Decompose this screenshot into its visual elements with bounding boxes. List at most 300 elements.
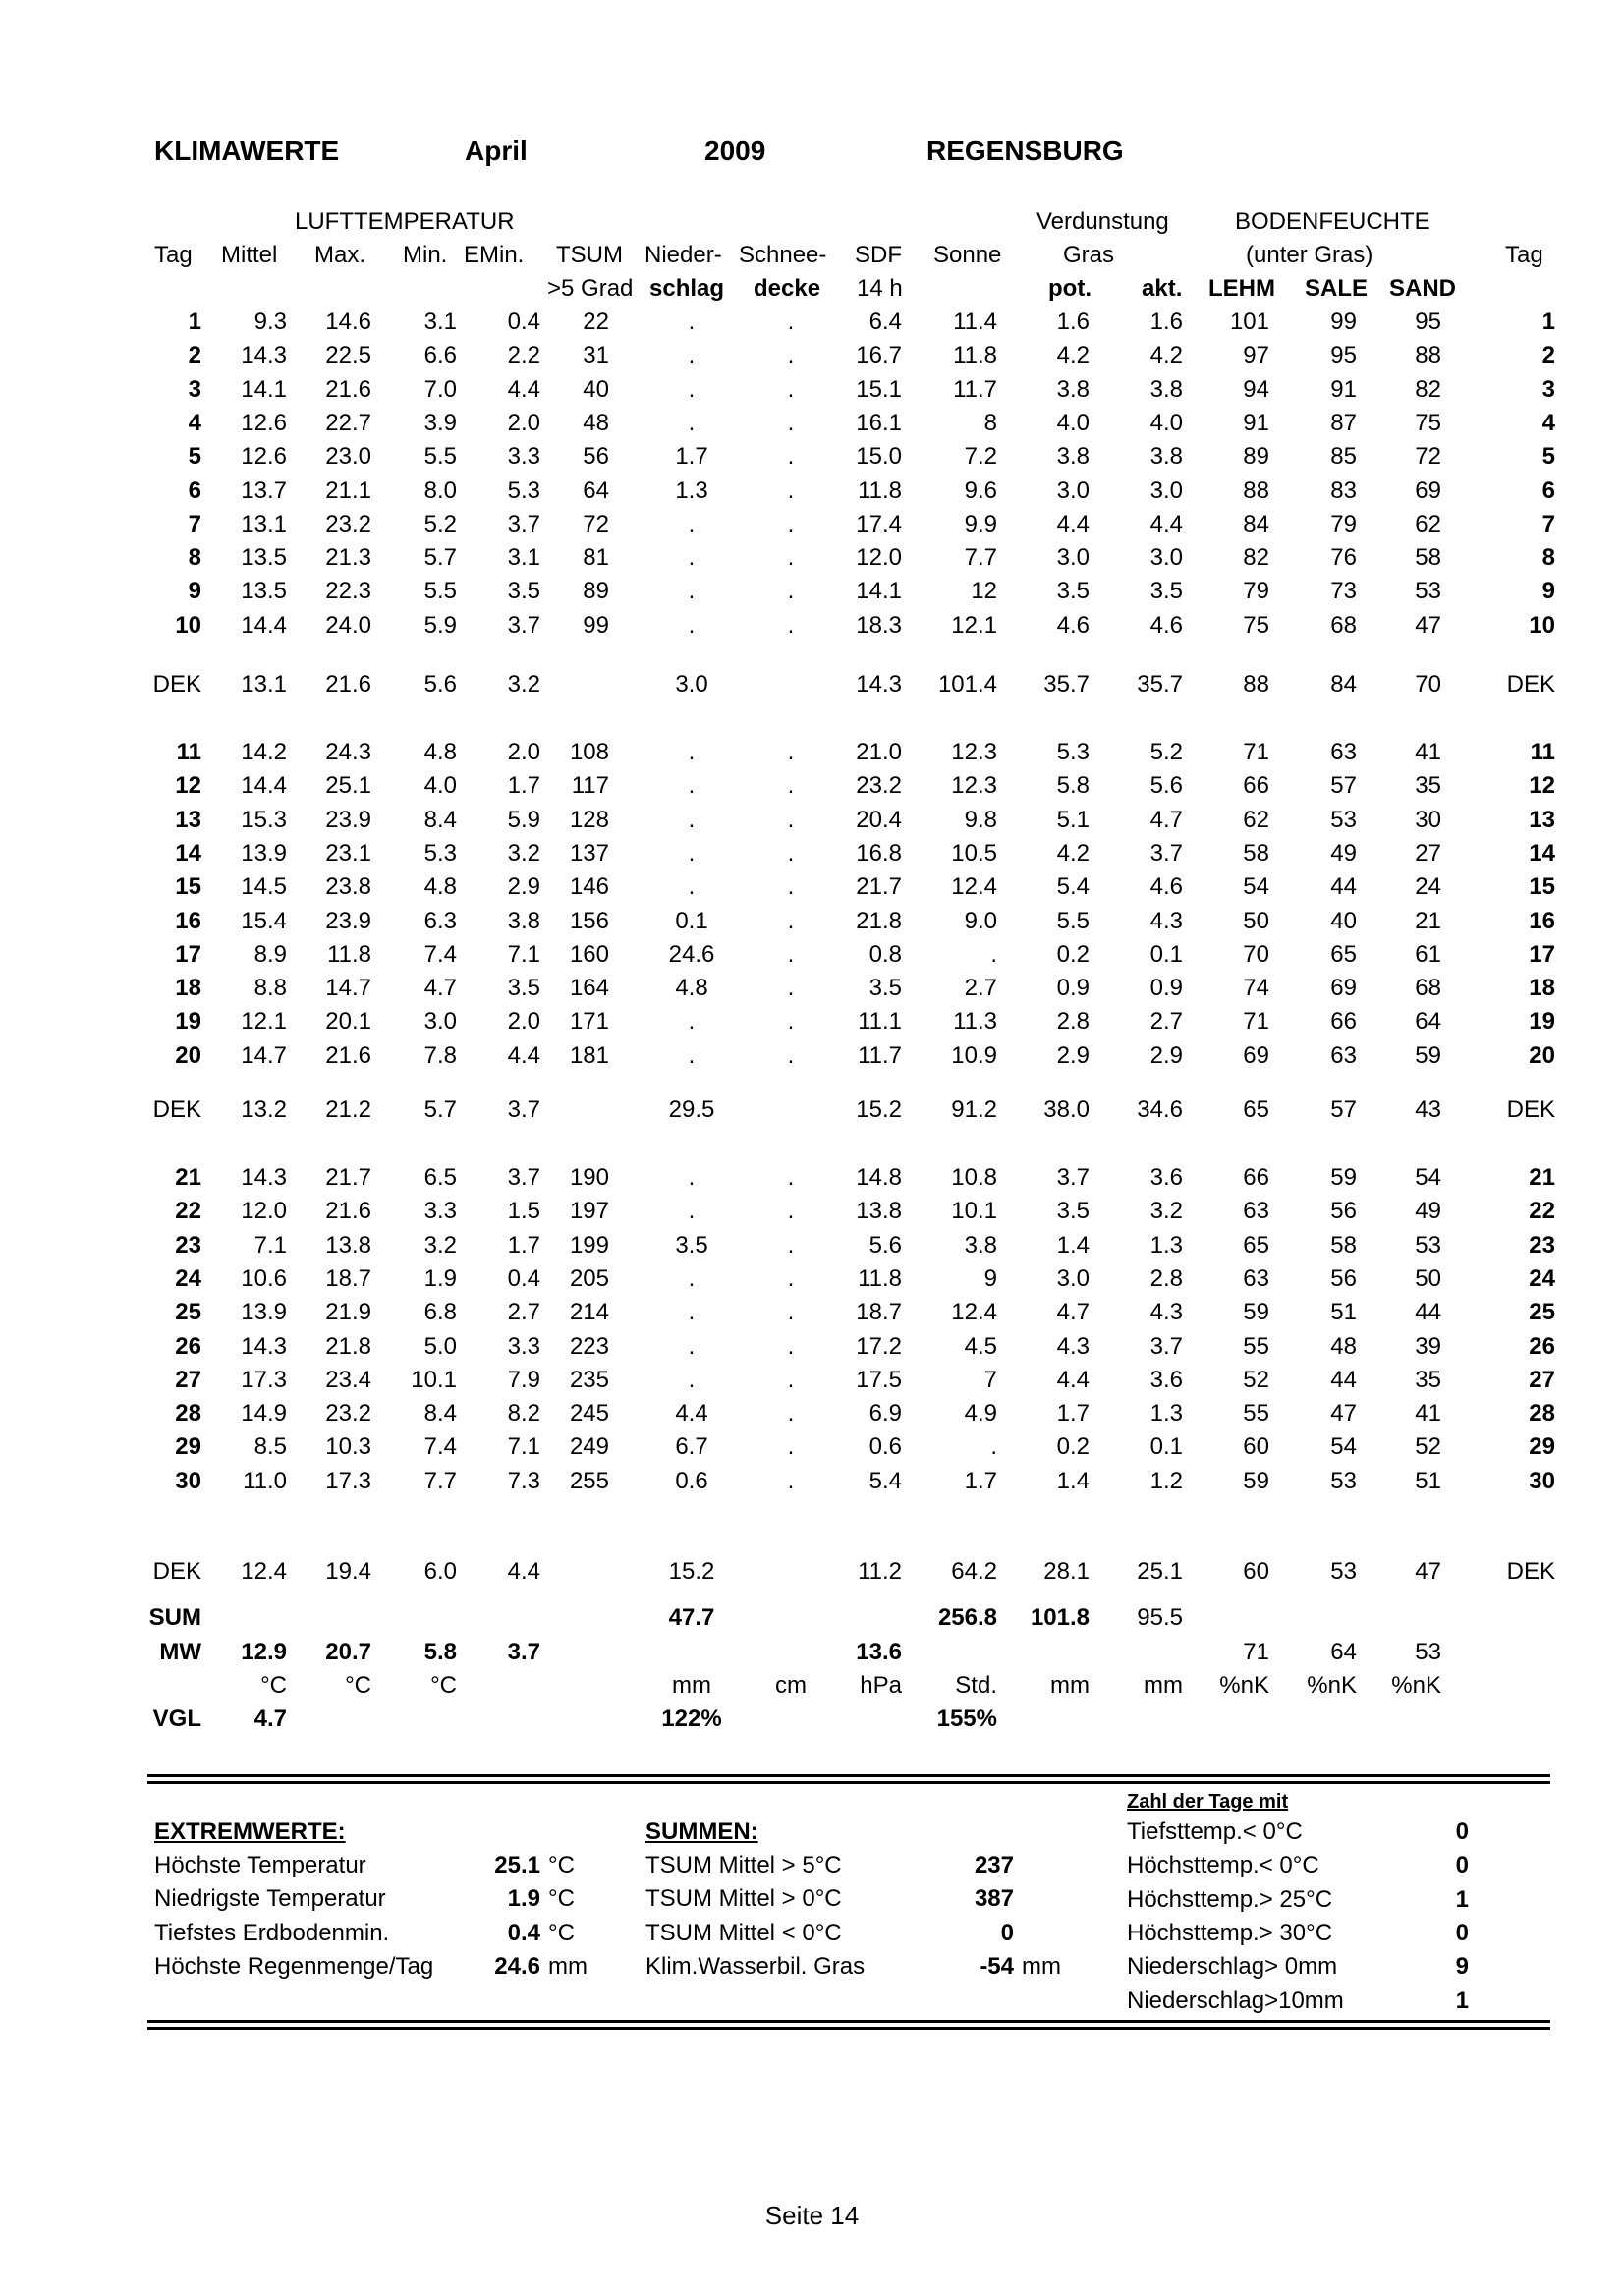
day-row-pot: 4.6 bbox=[1056, 611, 1090, 639]
day-row-emin: 3.3 bbox=[507, 1332, 540, 1360]
day-row-mittel: 7.1 bbox=[253, 1231, 287, 1259]
day-row-sand: 41 bbox=[1415, 1400, 1441, 1428]
summary-units-max: °C bbox=[345, 1672, 371, 1699]
day-row-mittel: 8.9 bbox=[253, 940, 287, 968]
day-row-sale: 63 bbox=[1330, 1041, 1357, 1069]
day-row-tag-right: 15 bbox=[1529, 873, 1555, 901]
day-row-pot: 5.1 bbox=[1056, 806, 1090, 833]
day-row-tag-right: 2 bbox=[1541, 342, 1555, 369]
day-row-nieder: . bbox=[688, 409, 696, 436]
summen-label: Klim.Wasserbil. Gras bbox=[645, 1952, 866, 1980]
day-row-sale: 57 bbox=[1330, 772, 1357, 800]
day-row-schnee: . bbox=[787, 1041, 795, 1069]
day-row-sale: 68 bbox=[1330, 611, 1357, 639]
day-row-lehm: 71 bbox=[1243, 1008, 1269, 1036]
day-row-tag-right: 17 bbox=[1529, 940, 1555, 968]
header-tag-right: Tag bbox=[1505, 242, 1543, 268]
day-row-pot: 3.5 bbox=[1056, 578, 1090, 605]
day-row-min: 7.4 bbox=[423, 940, 457, 968]
day-row-schnee: . bbox=[787, 443, 795, 471]
day-row-nieder: 4.8 bbox=[675, 975, 708, 1002]
day-row-sdf: 0.8 bbox=[868, 940, 902, 968]
day-row-min: 7.7 bbox=[423, 1467, 457, 1494]
extremwerte-unit: °C bbox=[548, 1852, 575, 1878]
extremwerte-value: 0.4 bbox=[507, 1919, 540, 1946]
day-row-lehm: 94 bbox=[1243, 375, 1269, 403]
day-row-pot: 3.0 bbox=[1056, 1264, 1090, 1292]
summary-units-akt: mm bbox=[1144, 1672, 1183, 1699]
day-row-tag: 28 bbox=[175, 1400, 201, 1428]
header-sdf-unit: 14 h bbox=[857, 275, 903, 302]
day-row-sonne: 12 bbox=[971, 578, 997, 605]
dek-row-lehm: 65 bbox=[1243, 1096, 1269, 1123]
day-row-sale: 40 bbox=[1330, 907, 1357, 934]
summary-mw-mittel: 12.9 bbox=[241, 1639, 287, 1665]
dek-row-sdf: 14.3 bbox=[856, 671, 902, 698]
day-row-max: 14.7 bbox=[325, 975, 371, 1002]
day-row-schnee: . bbox=[787, 1264, 795, 1292]
day-row-max: 22.5 bbox=[325, 342, 371, 369]
header-schnee: Schnee- bbox=[739, 242, 827, 268]
day-row-sale: 99 bbox=[1330, 308, 1357, 335]
day-row-sonne: 11.4 bbox=[953, 308, 997, 335]
header-lufttemperatur: LUFTTEMPERATUR bbox=[295, 208, 515, 235]
summary-vgl-mittel: 4.7 bbox=[253, 1706, 287, 1732]
day-row-tag-right: 25 bbox=[1529, 1299, 1555, 1326]
day-row-schnee: . bbox=[787, 907, 795, 934]
day-row-emin: 2.2 bbox=[507, 342, 540, 369]
day-row-sand: 24 bbox=[1415, 873, 1441, 901]
day-row-tsum: 205 bbox=[569, 1264, 609, 1292]
day-row-schnee: . bbox=[787, 544, 795, 572]
day-row-sdf: 5.4 bbox=[868, 1467, 902, 1494]
day-row-mittel: 14.7 bbox=[241, 1041, 287, 1069]
summary-mw-sdf: 13.6 bbox=[856, 1639, 902, 1665]
day-row-schnee: . bbox=[787, 375, 795, 403]
header-max: Max. bbox=[314, 242, 366, 268]
extremwerte-unit: mm bbox=[548, 1952, 588, 1980]
day-row-mittel: 8.8 bbox=[253, 975, 287, 1002]
dek-row-lehm: 88 bbox=[1243, 671, 1269, 698]
day-row-tsum: 72 bbox=[583, 510, 609, 537]
day-row-min: 5.3 bbox=[423, 839, 457, 867]
day-row-tsum: 108 bbox=[569, 739, 609, 765]
dek-row-tag-right: DEK bbox=[1506, 1096, 1555, 1123]
day-row-mittel: 14.4 bbox=[241, 611, 287, 639]
tage-value: 1 bbox=[1455, 1885, 1469, 1913]
day-row-nieder: . bbox=[688, 1008, 696, 1036]
day-row-emin: 7.1 bbox=[507, 1433, 540, 1461]
day-row-sonne: 11.7 bbox=[953, 375, 997, 403]
day-row-max: 23.4 bbox=[325, 1366, 371, 1393]
day-row-akt: 3.2 bbox=[1149, 1198, 1183, 1225]
day-row-min: 3.1 bbox=[423, 308, 457, 335]
day-row-pot: 0.2 bbox=[1056, 1433, 1090, 1461]
header-nieder: Nieder- bbox=[644, 242, 722, 268]
day-row-sale: 59 bbox=[1330, 1164, 1357, 1191]
day-row-tsum: 160 bbox=[569, 940, 609, 968]
day-row-min: 5.2 bbox=[423, 510, 457, 537]
dek-row-min: 5.7 bbox=[423, 1096, 457, 1123]
dek-row-sdf: 11.2 bbox=[858, 1558, 902, 1585]
day-row-mittel: 15.3 bbox=[241, 806, 287, 833]
dek-row-tag-right: DEK bbox=[1506, 1558, 1555, 1585]
day-row-min: 5.5 bbox=[423, 578, 457, 605]
day-row-lehm: 89 bbox=[1243, 443, 1269, 471]
day-row-lehm: 58 bbox=[1243, 839, 1269, 867]
dek-row-max: 21.2 bbox=[325, 1096, 371, 1123]
day-row-sdf: 17.4 bbox=[856, 510, 902, 537]
day-row-schnee: . bbox=[787, 1198, 795, 1225]
dek-row-sand: 43 bbox=[1415, 1096, 1441, 1123]
summary-sum-pot: 101.8 bbox=[1030, 1604, 1090, 1631]
dek-row-emin: 3.2 bbox=[507, 671, 540, 698]
day-row-tsum: 171 bbox=[569, 1008, 609, 1036]
summary-vgl-nieder: 122% bbox=[661, 1706, 722, 1732]
day-row-tag: 7 bbox=[188, 510, 201, 537]
day-row-max: 21.9 bbox=[325, 1299, 371, 1326]
day-row-sand: 51 bbox=[1415, 1467, 1441, 1494]
day-row-sdf: 21.8 bbox=[856, 907, 902, 934]
day-row-sand: 53 bbox=[1415, 1231, 1441, 1259]
day-row-akt: 2.9 bbox=[1149, 1041, 1183, 1069]
day-row-nieder: . bbox=[688, 873, 696, 901]
day-row-sdf: 11.8 bbox=[858, 476, 902, 504]
day-row-mittel: 13.7 bbox=[241, 476, 287, 504]
day-row-nieder: . bbox=[688, 1366, 696, 1393]
day-row-mittel: 13.1 bbox=[241, 510, 287, 537]
day-row-tsum: 214 bbox=[569, 1299, 609, 1326]
day-row-nieder: 0.6 bbox=[675, 1467, 708, 1494]
day-row-tsum: 197 bbox=[569, 1198, 609, 1225]
day-row-min: 7.0 bbox=[423, 375, 457, 403]
day-row-max: 22.3 bbox=[325, 578, 371, 605]
day-row-sonne: 4.5 bbox=[964, 1332, 997, 1360]
dek-row-nieder: 15.2 bbox=[668, 1558, 715, 1585]
day-row-nieder: . bbox=[688, 772, 696, 800]
day-row-sale: 69 bbox=[1330, 975, 1357, 1002]
day-row-akt: 0.1 bbox=[1149, 1433, 1183, 1461]
day-row-tsum: 235 bbox=[569, 1366, 609, 1393]
day-row-sale: 54 bbox=[1330, 1433, 1357, 1461]
day-row-tag: 4 bbox=[188, 409, 201, 436]
day-row-sdf: 21.0 bbox=[856, 739, 902, 765]
day-row-tsum: 137 bbox=[569, 839, 609, 867]
day-row-lehm: 74 bbox=[1243, 975, 1269, 1002]
day-row-max: 23.9 bbox=[325, 907, 371, 934]
day-row-emin: 4.4 bbox=[507, 375, 540, 403]
day-row-emin: 0.4 bbox=[507, 1264, 540, 1292]
day-row-akt: 3.0 bbox=[1149, 476, 1183, 504]
day-row-emin: 7.3 bbox=[507, 1467, 540, 1494]
day-row-sand: 82 bbox=[1415, 375, 1441, 403]
summary-mw-lehm: 71 bbox=[1243, 1639, 1269, 1665]
day-row-tag-right: 24 bbox=[1529, 1264, 1555, 1292]
tage-heading: Zahl der Tage mit bbox=[1127, 1791, 1289, 1813]
day-row-tsum: 164 bbox=[569, 975, 609, 1002]
summen-label: TSUM Mittel > 5°C bbox=[645, 1852, 842, 1878]
day-row-sale: 95 bbox=[1330, 342, 1357, 369]
day-row-akt: 3.8 bbox=[1149, 443, 1183, 471]
day-row-tsum: 99 bbox=[583, 611, 609, 639]
day-row-schnee: . bbox=[787, 739, 795, 765]
day-row-akt: 1.3 bbox=[1149, 1400, 1183, 1428]
day-row-schnee: . bbox=[787, 873, 795, 901]
day-row-lehm: 65 bbox=[1243, 1231, 1269, 1259]
doc-title-station: REGENSBURG bbox=[926, 136, 1124, 166]
day-row-max: 18.7 bbox=[325, 1264, 371, 1292]
tage-label: Höchsttemp.> 30°C bbox=[1127, 1919, 1333, 1946]
day-row-tsum: 249 bbox=[569, 1433, 609, 1461]
day-row-sonne: 1.7 bbox=[964, 1467, 997, 1494]
day-row-sale: 85 bbox=[1330, 443, 1357, 471]
day-row-tag-right: 28 bbox=[1529, 1400, 1555, 1428]
doc-title-year: 2009 bbox=[704, 136, 766, 166]
summary-units-pot: mm bbox=[1050, 1672, 1090, 1699]
day-row-emin: 7.9 bbox=[507, 1366, 540, 1393]
day-row-sdf: 17.2 bbox=[856, 1332, 902, 1360]
header-nieder-2: schlag bbox=[649, 275, 725, 302]
day-row-emin: 3.1 bbox=[507, 544, 540, 572]
day-row-emin: 7.1 bbox=[507, 940, 540, 968]
extremwerte-heading: EXTREMWERTE: bbox=[154, 1819, 346, 1845]
header-min: Min. bbox=[403, 242, 448, 268]
day-row-tag-right: 1 bbox=[1541, 308, 1555, 335]
day-row-tsum: 40 bbox=[583, 375, 609, 403]
day-row-sand: 62 bbox=[1415, 510, 1441, 537]
day-row-emin: 5.9 bbox=[507, 806, 540, 833]
day-row-nieder: . bbox=[688, 806, 696, 833]
dek-row-lehm: 60 bbox=[1243, 1558, 1269, 1585]
day-row-sonne: . bbox=[990, 940, 997, 968]
day-row-sdf: 20.4 bbox=[856, 806, 902, 833]
day-row-tag: 27 bbox=[175, 1366, 201, 1393]
day-row-mittel: 9.3 bbox=[253, 308, 287, 335]
day-row-emin: 1.7 bbox=[507, 772, 540, 800]
day-row-sdf: 11.1 bbox=[858, 1008, 902, 1036]
day-row-tsum: 64 bbox=[583, 476, 609, 504]
summary-sum-sonne: 256.8 bbox=[937, 1604, 997, 1631]
day-row-pot: 3.0 bbox=[1056, 544, 1090, 572]
day-row-schnee: . bbox=[787, 1008, 795, 1036]
day-row-tsum: 128 bbox=[569, 806, 609, 833]
day-row-sonne: 12.4 bbox=[951, 1299, 997, 1326]
day-row-min: 5.0 bbox=[423, 1332, 457, 1360]
day-row-min: 5.5 bbox=[423, 443, 457, 471]
day-row-tag-right: 29 bbox=[1529, 1433, 1555, 1461]
day-row-mittel: 14.3 bbox=[241, 1332, 287, 1360]
summary-units-sdf: hPa bbox=[860, 1672, 902, 1699]
day-row-max: 25.1 bbox=[325, 772, 371, 800]
day-row-schnee: . bbox=[787, 611, 795, 639]
extremwerte-value: 25.1 bbox=[494, 1852, 540, 1878]
day-row-nieder: 3.5 bbox=[675, 1231, 708, 1259]
day-row-emin: 2.9 bbox=[507, 873, 540, 901]
day-row-nieder: . bbox=[688, 739, 696, 765]
day-row-max: 23.1 bbox=[325, 839, 371, 867]
day-row-lehm: 69 bbox=[1243, 1041, 1269, 1069]
divider-rule-top bbox=[147, 1774, 1550, 1777]
day-row-sand: 58 bbox=[1415, 544, 1441, 572]
day-row-lehm: 66 bbox=[1243, 1164, 1269, 1191]
summary-mw-sand: 53 bbox=[1415, 1639, 1441, 1665]
day-row-sonne: 9.8 bbox=[964, 806, 997, 833]
day-row-lehm: 54 bbox=[1243, 873, 1269, 901]
day-row-emin: 3.3 bbox=[507, 443, 540, 471]
day-row-max: 21.1 bbox=[325, 476, 371, 504]
tage-value: 0 bbox=[1455, 1819, 1469, 1845]
day-row-max: 23.2 bbox=[325, 510, 371, 537]
day-row-lehm: 71 bbox=[1243, 739, 1269, 765]
day-row-schnee: . bbox=[787, 1164, 795, 1191]
day-row-sand: 72 bbox=[1415, 443, 1441, 471]
day-row-tag: 2 bbox=[188, 342, 201, 369]
day-row-sand: 64 bbox=[1415, 1008, 1441, 1036]
day-row-tag-right: 4 bbox=[1541, 409, 1555, 436]
summary-mw-max: 20.7 bbox=[325, 1639, 371, 1665]
day-row-schnee: . bbox=[787, 1400, 795, 1428]
day-row-sdf: 6.4 bbox=[868, 308, 902, 335]
day-row-min: 4.0 bbox=[423, 772, 457, 800]
header-mittel: Mittel bbox=[221, 242, 278, 268]
day-row-nieder: . bbox=[688, 578, 696, 605]
day-row-sand: 35 bbox=[1415, 1366, 1441, 1393]
day-row-max: 22.7 bbox=[325, 409, 371, 436]
day-row-sonne: 9.0 bbox=[964, 907, 997, 934]
day-row-sale: 91 bbox=[1330, 375, 1357, 403]
day-row-sonne: 10.5 bbox=[951, 839, 997, 867]
day-row-emin: 5.3 bbox=[507, 476, 540, 504]
day-row-schnee: . bbox=[787, 342, 795, 369]
day-row-sale: 53 bbox=[1330, 806, 1357, 833]
day-row-lehm: 82 bbox=[1243, 544, 1269, 572]
day-row-tag-right: 13 bbox=[1529, 806, 1555, 833]
day-row-akt: 4.3 bbox=[1149, 907, 1183, 934]
dek-row-sale: 53 bbox=[1330, 1558, 1357, 1585]
day-row-max: 24.0 bbox=[325, 611, 371, 639]
day-row-sand: 69 bbox=[1415, 476, 1441, 504]
day-row-pot: 5.4 bbox=[1056, 873, 1090, 901]
summen-label: TSUM Mittel > 0°C bbox=[645, 1885, 842, 1913]
day-row-emin: 2.7 bbox=[507, 1299, 540, 1326]
day-row-pot: 3.8 bbox=[1056, 375, 1090, 403]
day-row-pot: 4.2 bbox=[1056, 839, 1090, 867]
day-row-emin: 2.0 bbox=[507, 739, 540, 765]
day-row-tag-right: 27 bbox=[1529, 1366, 1555, 1393]
day-row-pot: 5.3 bbox=[1056, 739, 1090, 765]
summary-units-schnee: cm bbox=[775, 1672, 807, 1699]
day-row-lehm: 62 bbox=[1243, 806, 1269, 833]
summary-sum-akt: 95.5 bbox=[1137, 1604, 1183, 1631]
day-row-akt: 3.7 bbox=[1149, 1332, 1183, 1360]
day-row-tag-right: 21 bbox=[1529, 1164, 1555, 1191]
day-row-mittel: 12.6 bbox=[241, 409, 287, 436]
day-row-sale: 51 bbox=[1330, 1299, 1357, 1326]
day-row-akt: 0.1 bbox=[1149, 940, 1183, 968]
day-row-akt: 4.4 bbox=[1149, 510, 1183, 537]
day-row-sonne: 7 bbox=[983, 1366, 997, 1393]
day-row-min: 8.4 bbox=[423, 806, 457, 833]
day-row-tag-right: 14 bbox=[1529, 839, 1555, 867]
day-row-emin: 3.2 bbox=[507, 839, 540, 867]
dek-row-nieder: 3.0 bbox=[675, 671, 708, 698]
day-row-mittel: 14.4 bbox=[241, 772, 287, 800]
extremwerte-unit: °C bbox=[548, 1885, 575, 1913]
day-row-tag-right: 26 bbox=[1529, 1332, 1555, 1360]
day-row-lehm: 60 bbox=[1243, 1433, 1269, 1461]
day-row-nieder: 24.6 bbox=[668, 940, 715, 968]
day-row-mittel: 11.0 bbox=[243, 1467, 287, 1494]
day-row-sale: 53 bbox=[1330, 1467, 1357, 1494]
dek-row-sale: 84 bbox=[1330, 671, 1357, 698]
day-row-tag: 5 bbox=[188, 443, 201, 471]
day-row-max: 20.1 bbox=[325, 1008, 371, 1036]
day-row-sonne: 8 bbox=[983, 409, 997, 436]
day-row-nieder: . bbox=[688, 510, 696, 537]
day-row-nieder: . bbox=[688, 1264, 696, 1292]
day-row-min: 5.9 bbox=[423, 611, 457, 639]
day-row-sdf: 0.6 bbox=[868, 1433, 902, 1461]
day-row-akt: 3.0 bbox=[1149, 544, 1183, 572]
day-row-tag: 23 bbox=[175, 1231, 201, 1259]
dek-row-emin: 3.7 bbox=[507, 1096, 540, 1123]
summen-value: -54 bbox=[980, 1952, 1014, 1980]
day-row-sonne: . bbox=[990, 1433, 997, 1461]
day-row-pot: 1.4 bbox=[1056, 1231, 1090, 1259]
day-row-tag-right: 7 bbox=[1541, 510, 1555, 537]
day-row-lehm: 66 bbox=[1243, 772, 1269, 800]
header-emin: EMin. bbox=[464, 242, 525, 268]
summen-unit: mm bbox=[1022, 1952, 1061, 1980]
day-row-emin: 1.7 bbox=[507, 1231, 540, 1259]
tage-label: Höchsttemp.< 0°C bbox=[1127, 1852, 1319, 1879]
doc-title-month: April bbox=[465, 136, 528, 166]
day-row-pot: 4.0 bbox=[1056, 409, 1090, 436]
day-row-sonne: 10.1 bbox=[951, 1198, 997, 1225]
dek-row-tag: DEK bbox=[152, 671, 201, 698]
day-row-pot: 5.8 bbox=[1056, 772, 1090, 800]
day-row-sdf: 14.8 bbox=[856, 1164, 902, 1191]
day-row-min: 7.8 bbox=[423, 1041, 457, 1069]
day-row-lehm: 84 bbox=[1243, 510, 1269, 537]
day-row-tag-right: 19 bbox=[1529, 1008, 1555, 1036]
day-row-max: 23.9 bbox=[325, 806, 371, 833]
day-row-max: 10.3 bbox=[325, 1433, 371, 1461]
day-row-sand: 49 bbox=[1415, 1198, 1441, 1225]
day-row-sale: 48 bbox=[1330, 1332, 1357, 1360]
summary-units-sand: %nK bbox=[1391, 1672, 1441, 1699]
day-row-sand: 21 bbox=[1415, 907, 1441, 934]
day-row-sand: 95 bbox=[1415, 308, 1441, 335]
dek-row-sonne: 101.4 bbox=[937, 671, 997, 698]
day-row-tsum: 245 bbox=[569, 1400, 609, 1428]
day-row-max: 21.6 bbox=[325, 1041, 371, 1069]
day-row-tag: 22 bbox=[175, 1198, 201, 1225]
day-row-sdf: 21.7 bbox=[856, 873, 902, 901]
day-row-tag: 21 bbox=[175, 1164, 201, 1191]
day-row-nieder: . bbox=[688, 308, 696, 335]
dek-row-tag: DEK bbox=[152, 1558, 201, 1585]
day-row-mittel: 14.1 bbox=[241, 375, 287, 403]
day-row-tag-right: 16 bbox=[1529, 907, 1555, 934]
tage-value: 1 bbox=[1455, 1987, 1469, 2014]
day-row-min: 3.2 bbox=[423, 1231, 457, 1259]
day-row-akt: 2.7 bbox=[1149, 1008, 1183, 1036]
summary-mw-emin: 3.7 bbox=[507, 1639, 540, 1665]
dek-row-pot: 35.7 bbox=[1043, 671, 1090, 698]
day-row-emin: 3.8 bbox=[507, 907, 540, 934]
day-row-tag-right: 8 bbox=[1541, 544, 1555, 572]
